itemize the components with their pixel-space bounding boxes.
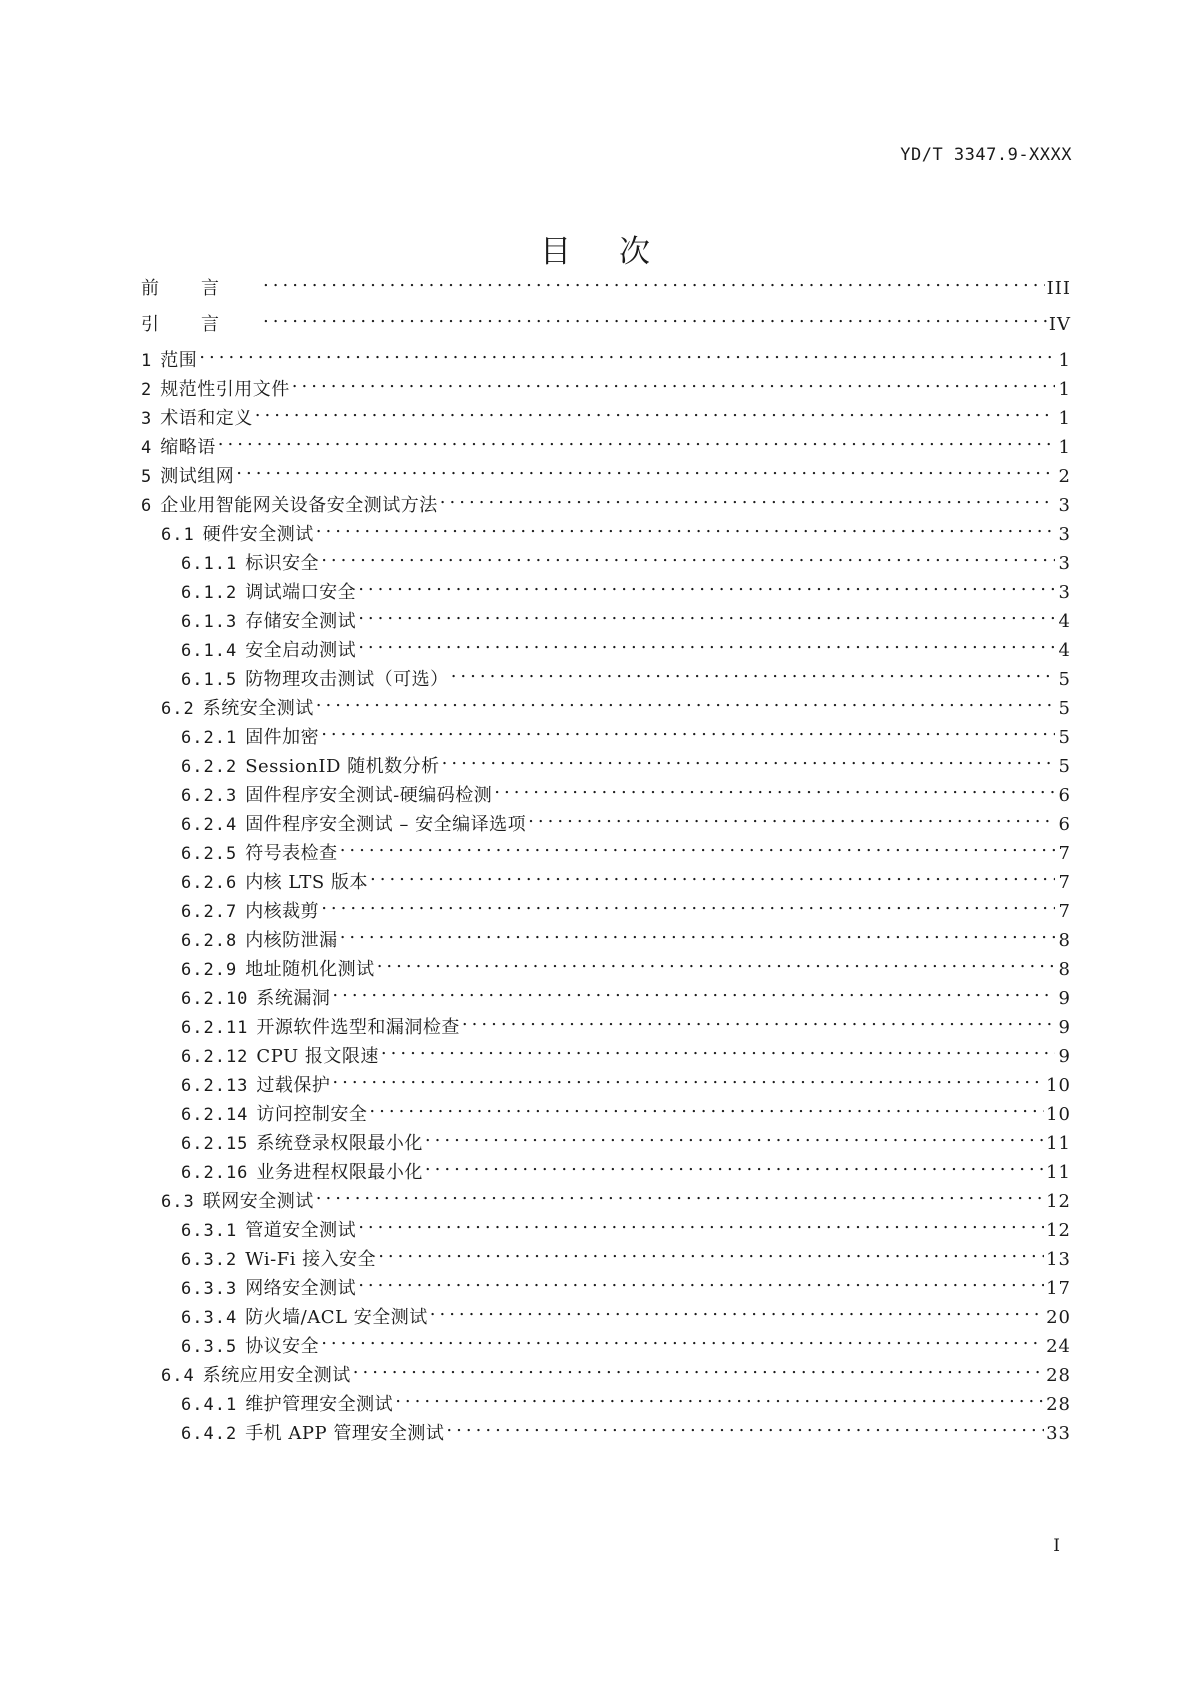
document-code: YD/T 3347.9-XXXX <box>900 145 1072 165</box>
page-number: I <box>1053 1536 1060 1556</box>
page-title: 目次 <box>540 234 698 270</box>
toc-dot-leader <box>370 862 1055 888</box>
toc-dot-leader <box>528 804 1055 830</box>
toc-dot-leader <box>263 304 1047 330</box>
toc-dot-leader <box>430 1297 1044 1323</box>
toc-entry-label: 硬件安全测试 <box>202 524 314 545</box>
toc-entry[interactable] <box>141 1123 1071 1154</box>
toc-entry-number: 6.2.15 <box>181 1134 249 1154</box>
toc-entry-label: 术语和定义 <box>160 408 253 429</box>
toc-dot-leader <box>358 1210 1044 1236</box>
toc-entry[interactable] <box>141 572 1071 603</box>
toc-entry[interactable] <box>141 804 1071 835</box>
toc-entry-label: 内核 LTS 版本 <box>245 872 368 893</box>
toc-dot-leader <box>425 1123 1044 1149</box>
toc-entry-page: 3 <box>1058 553 1071 574</box>
toc-entry[interactable] <box>141 1355 1071 1386</box>
toc-entry-label: 前言 <box>141 278 261 299</box>
toc-entry-number: 3 <box>141 409 153 429</box>
toc-dot-leader <box>316 688 1055 714</box>
toc-entry-label: 标识安全 <box>245 553 320 574</box>
toc-entry-label: 安全启动测试 <box>245 640 357 661</box>
toc-entry-number: 6.2.14 <box>181 1105 249 1125</box>
toc-entry[interactable] <box>141 659 1071 690</box>
toc-entry[interactable] <box>141 268 1071 299</box>
toc-dot-leader <box>236 456 1055 482</box>
toc-entry-number: 6.2.10 <box>181 989 249 1009</box>
toc-dot-leader <box>377 949 1055 975</box>
toc-entry-page: 6 <box>1058 814 1071 835</box>
toc-entry-page: 33 <box>1046 1423 1071 1444</box>
toc-entry-label: 手机 APP 管理安全测试 <box>245 1423 445 1444</box>
toc-entry[interactable] <box>141 1268 1071 1299</box>
toc-entry-page: IV <box>1048 314 1071 335</box>
toc-entry[interactable] <box>141 891 1071 922</box>
toc-entry-label: 系统应用安全测试 <box>202 1365 351 1386</box>
toc-entry-page: 1 <box>1058 379 1071 400</box>
toc-entry-page: 20 <box>1046 1307 1071 1328</box>
toc-entry-page: 7 <box>1058 901 1071 922</box>
toc-entry[interactable] <box>141 862 1071 893</box>
toc-entry-page: 10 <box>1046 1075 1071 1096</box>
toc-entry-page: 1 <box>1058 350 1071 371</box>
toc-entry[interactable] <box>141 543 1071 574</box>
toc-dot-leader <box>263 268 1045 294</box>
toc-dot-leader <box>321 1326 1044 1352</box>
toc-entry-page: 11 <box>1046 1133 1071 1154</box>
toc-entry-number: 6.1.3 <box>181 612 238 632</box>
toc-entry-page: 6 <box>1058 785 1071 806</box>
toc-entry-label: 地址随机化测试 <box>245 959 375 980</box>
toc-entry-page: 4 <box>1058 640 1071 661</box>
toc-entry-label: 范围 <box>160 350 198 371</box>
toc-entry-page: 3 <box>1058 524 1071 545</box>
toc-dot-leader <box>381 1036 1055 1062</box>
toc-entry-number: 6.3.4 <box>181 1308 238 1328</box>
toc-entry-number: 6.2.2 <box>181 757 238 777</box>
toc-entry[interactable] <box>141 1297 1071 1328</box>
toc-entry[interactable] <box>141 1413 1071 1444</box>
toc-entry-label: 网络安全测试 <box>245 1278 357 1299</box>
toc-dot-leader <box>255 398 1055 424</box>
toc-dot-leader <box>442 746 1055 772</box>
toc-entry-page: 12 <box>1046 1220 1071 1241</box>
toc-entry-number: 6.3.3 <box>181 1279 238 1299</box>
toc-entry-number: 6.3.2 <box>181 1250 238 1270</box>
toc-entry-page: 5 <box>1058 698 1071 719</box>
toc-entry-label: 访问控制安全 <box>256 1104 368 1125</box>
toc-entry-page: 9 <box>1058 988 1071 1009</box>
toc-dot-leader <box>358 1268 1044 1294</box>
toc-entry-number: 6.2.11 <box>181 1018 249 1038</box>
toc-entry-page: 4 <box>1058 611 1071 632</box>
toc-entry-label: 固件程序安全测试-硬编码检测 <box>245 785 493 806</box>
toc-entry-number: 2 <box>141 380 153 400</box>
toc-entry[interactable] <box>141 456 1071 487</box>
toc-entry-label: 存储安全测试 <box>245 611 357 632</box>
toc-entry-label: 固件加密 <box>245 727 320 748</box>
toc-entry[interactable] <box>141 340 1071 371</box>
toc-entry-page: 3 <box>1058 495 1071 516</box>
toc-entry-page: 1 <box>1058 408 1071 429</box>
toc-entry-page: 2 <box>1058 466 1071 487</box>
toc-entry-number: 6.3 <box>161 1192 195 1212</box>
toc-entry-page: 5 <box>1058 727 1071 748</box>
toc-dot-leader <box>358 572 1055 598</box>
toc-entry-page: 9 <box>1058 1017 1071 1038</box>
toc-entry[interactable] <box>141 1210 1071 1241</box>
toc-entry[interactable] <box>141 1094 1071 1125</box>
toc-entry[interactable] <box>141 920 1071 951</box>
toc-entry[interactable] <box>141 398 1071 429</box>
toc-entry-number: 6.2.12 <box>181 1047 249 1067</box>
toc-entry-page: 8 <box>1058 930 1071 951</box>
toc-entry[interactable] <box>141 601 1071 632</box>
toc-dot-leader <box>199 340 1055 366</box>
toc-entry-number: 1 <box>141 351 153 371</box>
toc-entry[interactable] <box>141 630 1071 661</box>
toc-entry-label: Wi-Fi 接入安全 <box>245 1249 377 1270</box>
toc-dot-leader <box>425 1152 1044 1178</box>
toc-entry-label: 联网安全测试 <box>202 1191 314 1212</box>
toc-entry-number: 6.2.9 <box>181 960 238 980</box>
toc-entry-page: 24 <box>1046 1336 1071 1357</box>
toc-dot-leader <box>462 1007 1055 1033</box>
toc-entry-number: 6.1.5 <box>181 670 238 690</box>
toc-dot-leader <box>332 978 1055 1004</box>
toc-entry-label: 防物理攻击测试（可选） <box>245 669 449 690</box>
toc-entry-label: 业务进程权限最小化 <box>256 1162 423 1183</box>
toc-entry[interactable] <box>141 1036 1071 1067</box>
toc-entry-page: 28 <box>1046 1394 1071 1415</box>
toc-entry-number: 6.4.2 <box>181 1424 238 1444</box>
toc-dot-leader <box>316 1181 1044 1207</box>
toc-dot-leader <box>340 920 1055 946</box>
toc-entry-label: 维护管理安全测试 <box>245 1394 394 1415</box>
toc-entry[interactable] <box>141 1181 1071 1212</box>
toc-entry-number: 6.1 <box>161 525 195 545</box>
toc-entry-number: 6 <box>141 496 153 516</box>
toc-entry-label: 协议安全 <box>245 1336 320 1357</box>
toc-dot-leader <box>321 543 1055 569</box>
toc-entry-label: SessionID 随机数分析 <box>245 756 440 777</box>
toc-entry-label: 内核防泄漏 <box>245 930 338 951</box>
toc-entry-label: 开源软件选型和漏洞检查 <box>256 1017 460 1038</box>
toc-entry-page: 12 <box>1046 1191 1071 1212</box>
toc-dot-leader <box>395 1384 1044 1410</box>
toc-entry-number: 6.4 <box>161 1366 195 1386</box>
toc-entry-number: 6.1.4 <box>181 641 238 661</box>
toc-entry-label: 系统漏洞 <box>256 988 331 1009</box>
toc-entry-page: 5 <box>1058 669 1071 690</box>
toc-entry-number: 6.1.1 <box>181 554 238 574</box>
toc-entry-number: 6.2.5 <box>181 844 238 864</box>
toc-entry-number: 6.2.16 <box>181 1163 249 1183</box>
toc-entry-number: 5 <box>141 467 153 487</box>
toc-dot-leader <box>292 369 1055 395</box>
toc-entry-page: 11 <box>1046 1162 1071 1183</box>
toc-entry-page: 8 <box>1058 959 1071 980</box>
toc-entry-label: 系统登录权限最小化 <box>256 1133 423 1154</box>
toc-entry-label: 防火墙/ACL 安全测试 <box>245 1307 428 1328</box>
toc-entry-number: 6.2.6 <box>181 873 238 893</box>
toc-dot-leader <box>321 891 1055 917</box>
toc-entry-number: 6.2.3 <box>181 786 238 806</box>
toc-entry-page: III <box>1046 278 1071 299</box>
toc-entry-number: 6.2 <box>161 699 195 719</box>
toc-entry[interactable] <box>141 775 1071 806</box>
toc-dot-leader <box>451 659 1055 685</box>
toc-entry[interactable] <box>141 1384 1071 1415</box>
toc-entry-number: 6.2.8 <box>181 931 238 951</box>
toc-entry-number: 6.2.4 <box>181 815 238 835</box>
toc-entry-page: 9 <box>1058 1046 1071 1067</box>
toc-entry[interactable] <box>141 427 1071 458</box>
toc-entry-page: 28 <box>1046 1365 1071 1386</box>
toc-dot-leader <box>321 717 1055 743</box>
toc-entry-number: 6.2.13 <box>181 1076 249 1096</box>
toc-entry[interactable] <box>141 978 1071 1009</box>
toc-entry[interactable] <box>141 833 1071 864</box>
toc-entry[interactable] <box>141 746 1071 777</box>
toc-entry-label: 符号表检查 <box>245 843 338 864</box>
toc-entry-label: 内核裁剪 <box>245 901 320 922</box>
toc-entry-label: 规范性引用文件 <box>160 379 290 400</box>
toc-entry-label: 调试端口安全 <box>245 582 357 603</box>
toc-entry-page: 13 <box>1046 1249 1071 1270</box>
toc-entry-page: 7 <box>1058 843 1071 864</box>
toc-entry-label: 引言 <box>141 314 261 335</box>
toc-entry-page: 1 <box>1058 437 1071 458</box>
toc-entry-page: 10 <box>1046 1104 1071 1125</box>
toc-entry-label: 过载保护 <box>256 1075 331 1096</box>
toc-dot-leader <box>378 1239 1044 1265</box>
toc-entry[interactable] <box>141 514 1071 545</box>
toc-entry[interactable] <box>141 717 1071 748</box>
toc-entry[interactable] <box>141 1326 1071 1357</box>
toc-entry-page: 17 <box>1046 1278 1071 1299</box>
toc-entry-page: 5 <box>1058 756 1071 777</box>
toc-entry-number: 4 <box>141 438 153 458</box>
toc-entry-number: 6.3.5 <box>181 1337 238 1357</box>
toc-dot-leader <box>440 485 1055 511</box>
toc-entry[interactable] <box>141 1007 1071 1038</box>
toc-entry-label: 固件程序安全测试 – 安全编译选项 <box>245 814 527 835</box>
toc-entry-number: 6.4.1 <box>181 1395 238 1415</box>
toc-entry-number: 6.2.1 <box>181 728 238 748</box>
toc-dot-leader <box>218 427 1055 453</box>
toc-entry[interactable] <box>141 1239 1071 1270</box>
toc-entry[interactable] <box>141 304 1071 335</box>
toc-entry-label: 测试组网 <box>160 466 235 487</box>
toc-dot-leader <box>332 1065 1044 1091</box>
toc-entry[interactable] <box>141 949 1071 980</box>
toc-entry-number: 6.1.2 <box>181 583 238 603</box>
toc-dot-leader <box>369 1094 1044 1120</box>
toc-entry-label: 系统安全测试 <box>202 698 314 719</box>
toc-dot-leader <box>353 1355 1044 1381</box>
toc-entry-number: 6.3.1 <box>181 1221 238 1241</box>
toc-entry[interactable] <box>141 688 1071 719</box>
toc-dot-leader <box>494 775 1055 801</box>
toc-dot-leader <box>446 1413 1044 1439</box>
toc-dot-leader <box>358 630 1055 656</box>
toc-entry[interactable] <box>141 485 1071 516</box>
toc-entry[interactable] <box>141 1152 1071 1183</box>
toc-entry-label: 缩略语 <box>160 437 216 458</box>
toc-dot-leader <box>358 601 1055 627</box>
toc-entry-label: CPU 报文限速 <box>256 1046 379 1067</box>
toc-entry[interactable] <box>141 1065 1071 1096</box>
toc-entry[interactable] <box>141 369 1071 400</box>
toc-entry-page: 3 <box>1058 582 1071 603</box>
toc-entry-number: 6.2.7 <box>181 902 238 922</box>
toc-entry-label: 企业用智能网关设备安全测试方法 <box>160 495 438 516</box>
toc-dot-leader <box>316 514 1055 540</box>
toc-entry-page: 7 <box>1058 872 1071 893</box>
toc-entry-label: 管道安全测试 <box>245 1220 357 1241</box>
toc-dot-leader <box>340 833 1055 859</box>
